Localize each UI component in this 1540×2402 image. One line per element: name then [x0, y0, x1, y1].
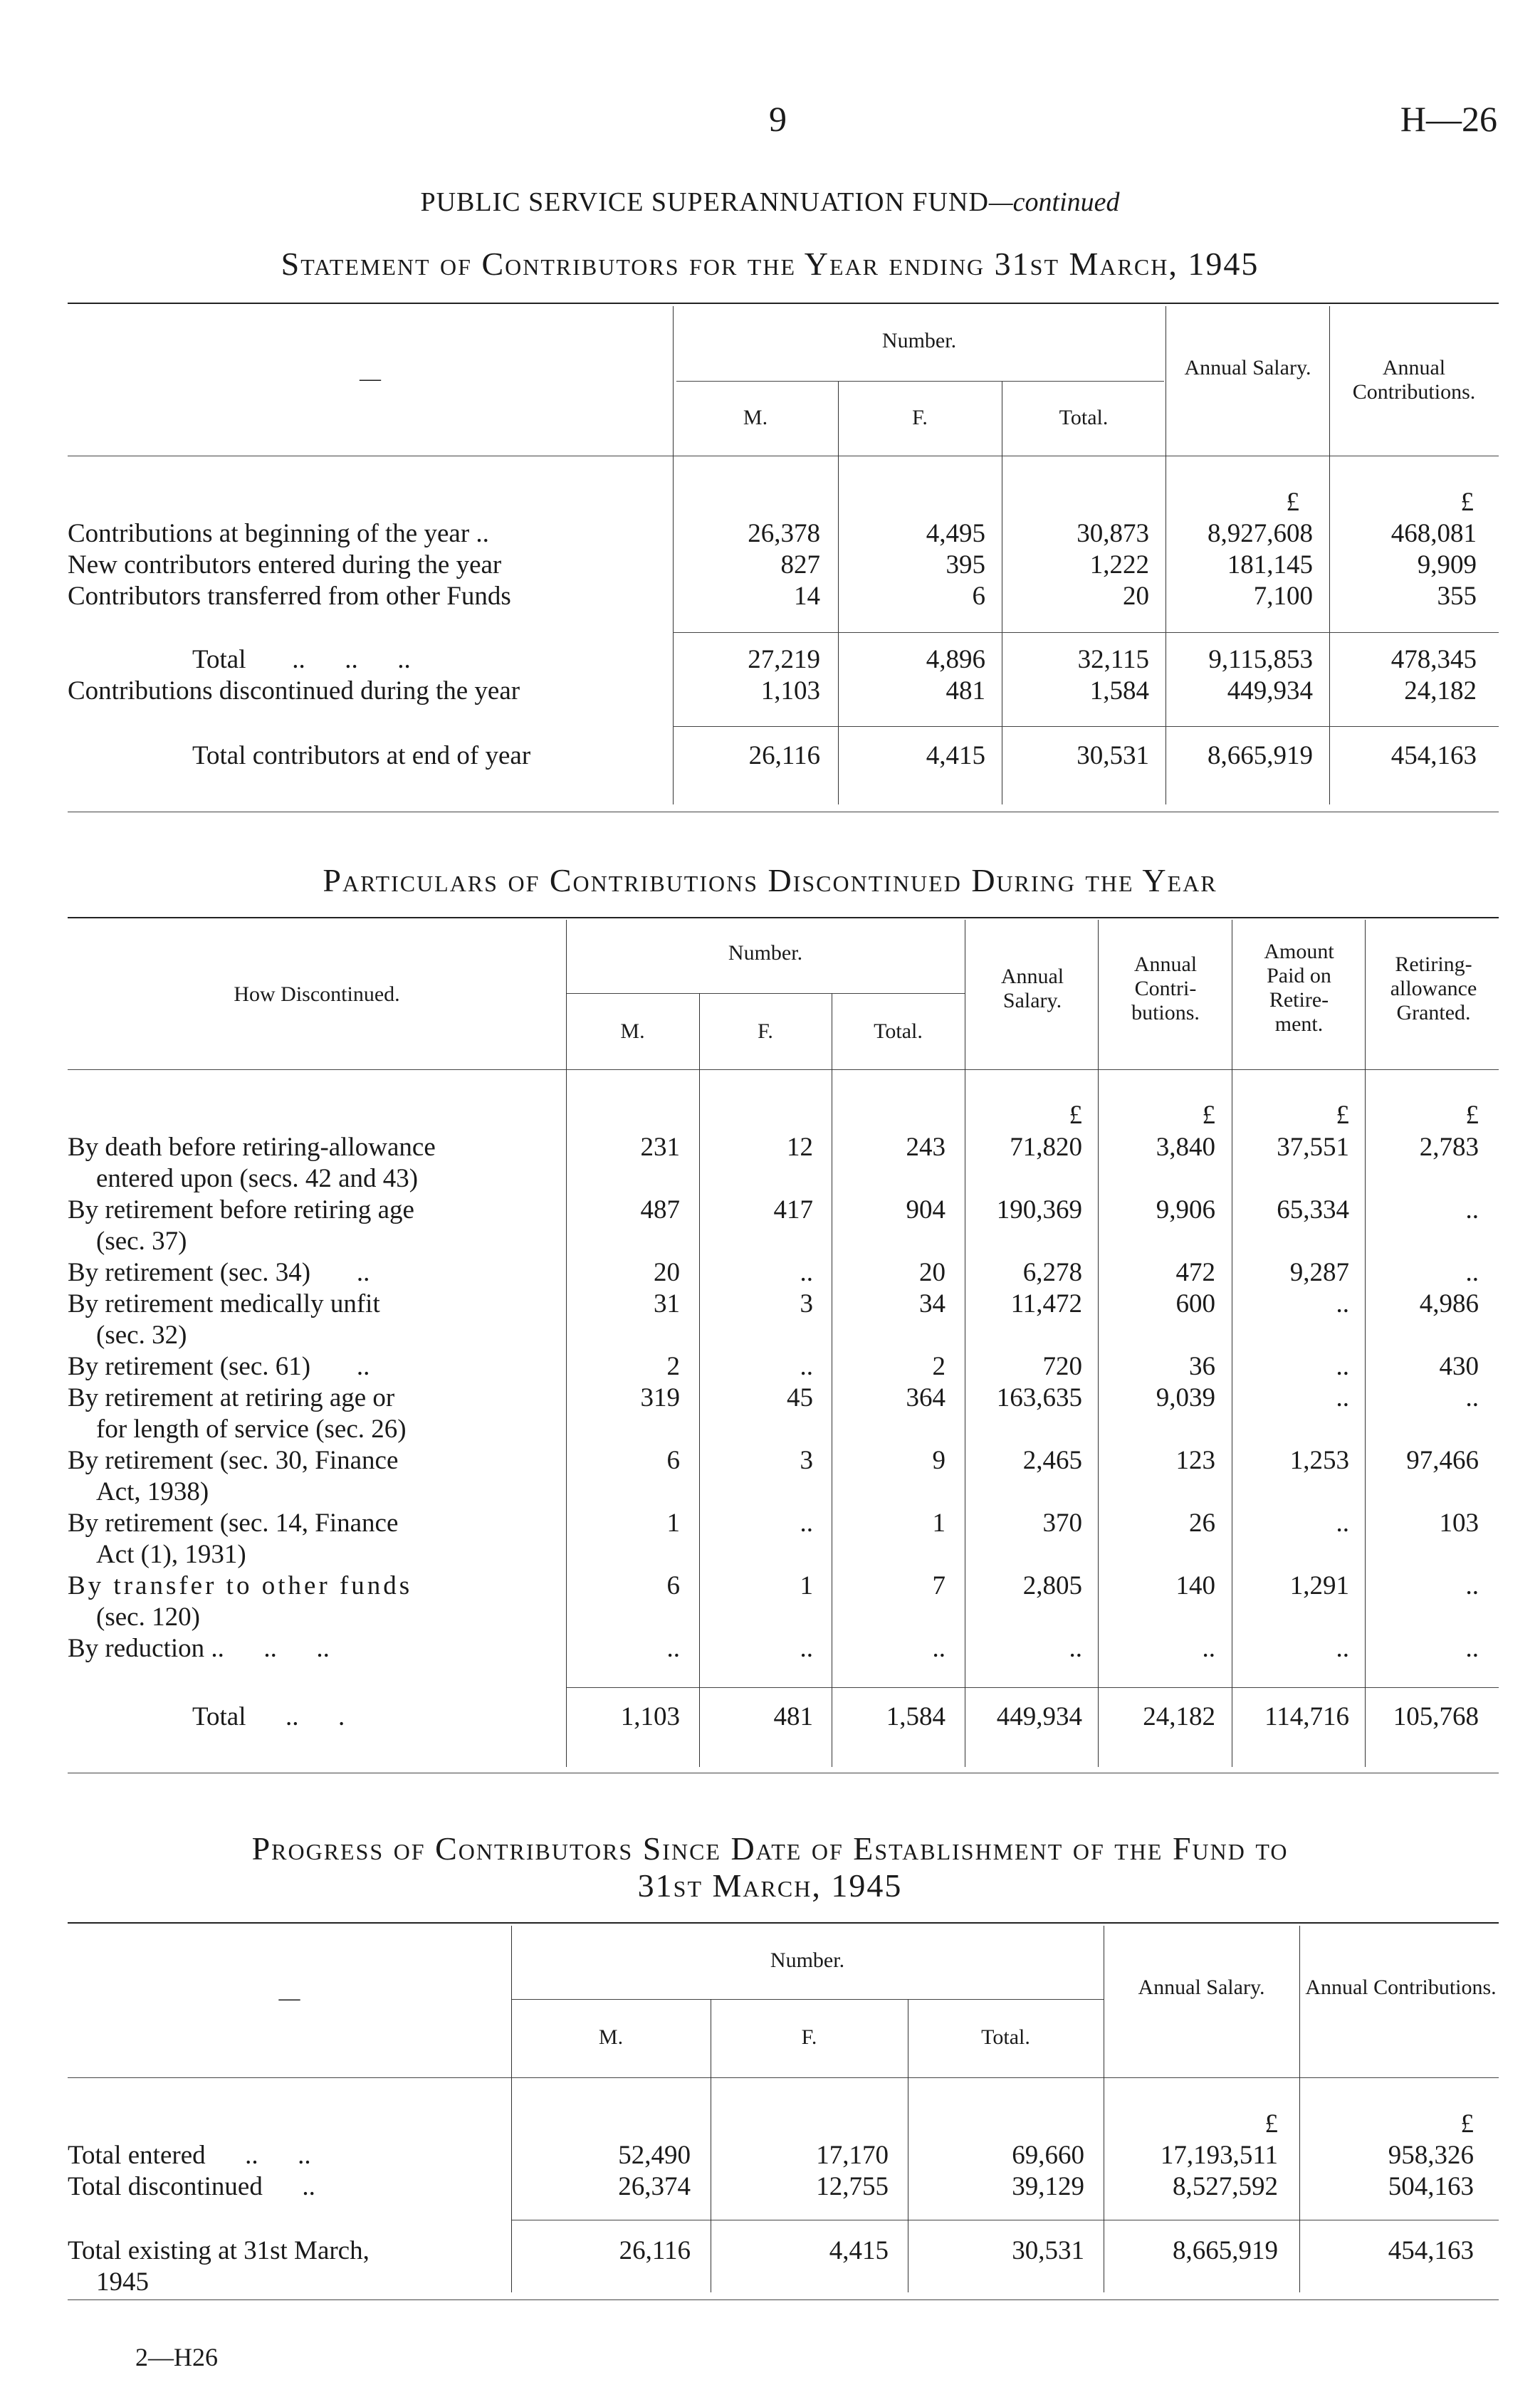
- cell-salary: 190,369: [996, 1195, 1082, 1224]
- particulars-title: Particulars of Contributions Discontinued During the Year: [323, 862, 1217, 898]
- row-label: Total discontinued ..: [68, 2172, 315, 2201]
- cell-salary: 8,927,608: [1208, 519, 1313, 548]
- cell-salary: ..: [1069, 1634, 1082, 1663]
- cell-salary: 7,100: [1253, 582, 1313, 611]
- cell-f: 395: [946, 550, 985, 579]
- unit-salary: £: [1069, 1101, 1082, 1130]
- cell-contrib: 140: [1175, 1571, 1215, 1600]
- row-label: New contributors entered during the year: [68, 550, 502, 579]
- header-m: M.: [743, 406, 768, 429]
- progress-title-line1: Progress of Contributors Since Date of Establishment of the Fund to: [251, 1830, 1289, 1867]
- cell-f: ..: [800, 1634, 813, 1663]
- cell-retiring: ..: [1465, 1634, 1479, 1663]
- cell-paid: ..: [1336, 1509, 1349, 1538]
- header-salary: Annual Salary.: [1000, 965, 1064, 1012]
- cell-f: 3: [800, 1446, 813, 1475]
- unit-contributions: £: [1460, 2109, 1474, 2139]
- cell-retiring: ..: [1465, 1383, 1479, 1412]
- cell-f: 6: [972, 582, 985, 611]
- cell-f: 481: [773, 1702, 813, 1731]
- cell-m: 52,490: [618, 2141, 691, 2170]
- cell-salary: 9,115,853: [1208, 645, 1313, 674]
- row-label-cont: entered upon (secs. 42 and 43): [96, 1164, 419, 1193]
- row-label: By retirement medically unfit: [68, 1289, 380, 1318]
- unit-salary: £: [1286, 488, 1299, 517]
- page-number: 9: [769, 99, 787, 139]
- cell-paid: 9,287: [1289, 1258, 1349, 1287]
- unit-contributions: £: [1460, 488, 1474, 517]
- row-label: Total existing at 31st March,: [68, 2236, 370, 2265]
- progress-title-line2: 31st March, 1945: [637, 1867, 903, 1904]
- cell-m: 231: [640, 1133, 680, 1162]
- header-retiring: Retiring- allowance Granted.: [1390, 953, 1477, 1024]
- row-label: By retirement before retiring age: [68, 1195, 414, 1224]
- cell-contrib: 26: [1189, 1509, 1215, 1538]
- header-salary: Annual Salary.: [1138, 1976, 1265, 1999]
- row-label-total: Total .. .: [192, 1702, 345, 1731]
- row-label-cont: for length of service (sec. 26): [96, 1415, 407, 1444]
- header-f: F.: [912, 406, 928, 429]
- cell-f: ..: [800, 1509, 813, 1538]
- cell-total: 904: [906, 1195, 946, 1224]
- unit-retiring: £: [1465, 1101, 1479, 1130]
- cell-total: 364: [906, 1383, 946, 1412]
- header-how: How Discontinued.: [234, 982, 400, 1006]
- footer-code: 2—H26: [135, 2343, 218, 2371]
- cell-contrib: 3,840: [1156, 1133, 1215, 1162]
- cell-contrib: ..: [1202, 1634, 1215, 1663]
- cell-paid: ..: [1336, 1352, 1349, 1381]
- header-contributions: Annual Contributions.: [1305, 1976, 1497, 1999]
- header-dash: —: [278, 1986, 300, 2010]
- header-paid: Amount Paid on Retire- ment.: [1264, 940, 1334, 1036]
- header-number: Number.: [770, 1949, 845, 1972]
- row-label: By reduction .. .. ..: [68, 1634, 330, 1663]
- cell-salary: 71,820: [1010, 1133, 1082, 1162]
- cell-f: 4,415: [829, 2236, 889, 2265]
- cell-contrib: 355: [1437, 582, 1477, 611]
- cell-contrib: 36: [1189, 1352, 1215, 1381]
- row-label: By retirement (sec. 30, Finance: [68, 1446, 399, 1475]
- row-label: By transfer to other funds: [68, 1571, 413, 1600]
- cell-retiring: 4,986: [1419, 1289, 1479, 1318]
- row-label: Contributors transferred from other Funds: [68, 582, 511, 611]
- cell-m: 1: [666, 1509, 680, 1538]
- cell-m: 487: [640, 1195, 680, 1224]
- cell-m: 14: [794, 582, 820, 611]
- cell-f: 4,495: [926, 519, 985, 548]
- cell-total: 30,531: [1077, 741, 1149, 770]
- cell-salary: 8,527,592: [1173, 2172, 1278, 2201]
- cell-contrib: 123: [1175, 1446, 1215, 1475]
- cell-salary: 449,934: [996, 1702, 1082, 1731]
- cell-contrib: 24,182: [1143, 1702, 1215, 1731]
- cell-total: 9: [932, 1446, 946, 1475]
- cell-paid: ..: [1336, 1289, 1349, 1318]
- cell-retiring: 105,768: [1393, 1702, 1479, 1731]
- cell-f: ..: [800, 1258, 813, 1287]
- cell-f: 45: [787, 1383, 813, 1412]
- cell-salary: 2,465: [1022, 1446, 1082, 1475]
- cell-salary: 17,193,511: [1160, 2141, 1278, 2170]
- cell-total: 69,660: [1012, 2141, 1084, 2170]
- cell-retiring: ..: [1465, 1258, 1479, 1287]
- page-reference: H—26: [1400, 99, 1497, 139]
- header-number: Number.: [881, 329, 957, 352]
- cell-m: 26,378: [748, 519, 820, 548]
- cell-f: 17,170: [816, 2141, 889, 2170]
- header-contributions: Annual Contributions.: [1352, 356, 1476, 404]
- cell-m: 1,103: [760, 676, 820, 706]
- row-label-cont: (sec. 32): [96, 1321, 187, 1350]
- cell-salary: 181,145: [1227, 550, 1313, 579]
- cell-salary: 8,665,919: [1208, 741, 1313, 770]
- row-label-cont: Act (1), 1931): [96, 1540, 246, 1569]
- row-label: Total .. .. ..: [192, 645, 411, 674]
- cell-contrib: 600: [1175, 1289, 1215, 1318]
- cell-m: 6: [666, 1571, 680, 1600]
- cell-f: 3: [800, 1289, 813, 1318]
- unit-contrib: £: [1202, 1101, 1215, 1130]
- row-label: By retirement (sec. 61) ..: [68, 1352, 370, 1381]
- header-number: Number.: [728, 941, 803, 965]
- cell-total: 32,115: [1077, 645, 1149, 674]
- row-label: By retirement (sec. 14, Finance: [68, 1509, 399, 1538]
- cell-paid: 1,253: [1289, 1446, 1349, 1475]
- cell-f: ..: [800, 1352, 813, 1381]
- unit-salary: £: [1264, 2109, 1278, 2139]
- cell-f: 481: [946, 676, 985, 706]
- row-label-cont: (sec. 37): [96, 1227, 187, 1256]
- cell-f: 12,755: [816, 2172, 889, 2201]
- cell-paid: 1,291: [1289, 1571, 1349, 1600]
- cell-total: 1,584: [1089, 676, 1149, 706]
- cell-retiring: 97,466: [1406, 1446, 1479, 1475]
- cell-salary: 370: [1042, 1509, 1082, 1538]
- cell-paid: ..: [1336, 1634, 1349, 1663]
- cell-retiring: ..: [1465, 1571, 1479, 1600]
- header-m: M.: [620, 1019, 645, 1043]
- cell-retiring: 103: [1439, 1509, 1479, 1538]
- cell-total: 30,531: [1012, 2236, 1084, 2265]
- cell-m: 20: [654, 1258, 680, 1287]
- row-label: Total contributors at end of year: [192, 741, 531, 770]
- row-label: By retirement (sec. 34) ..: [68, 1258, 370, 1287]
- cell-total: 39,129: [1012, 2172, 1084, 2201]
- statement-title: Statement of Contributors for the Year ending 31st March, 1945: [281, 246, 1259, 282]
- row-label-cont: 1945: [96, 2267, 149, 2297]
- cell-contrib: 454,163: [1390, 741, 1477, 770]
- cell-m: 827: [780, 550, 820, 579]
- cell-m: 26,116: [748, 741, 820, 770]
- row-label: Contributions at beginning of the year ..: [68, 519, 489, 548]
- cell-retiring: ..: [1465, 1195, 1479, 1224]
- cell-paid: 114,716: [1264, 1702, 1349, 1731]
- cell-contrib: 9,039: [1156, 1383, 1215, 1412]
- row-label-cont: Act, 1938): [96, 1477, 209, 1506]
- cell-m: 31: [654, 1289, 680, 1318]
- cell-m: 2: [666, 1352, 680, 1381]
- cell-contrib: 504,163: [1388, 2172, 1474, 2201]
- header-m: M.: [598, 2025, 624, 2049]
- cell-m: 27,219: [748, 645, 820, 674]
- cell-total: 1: [932, 1509, 946, 1538]
- row-label: Contributions discontinued during the year: [68, 676, 520, 706]
- cell-paid: ..: [1336, 1383, 1349, 1412]
- cell-total: 243: [906, 1133, 946, 1162]
- cell-m: 1,103: [620, 1702, 680, 1731]
- cell-contrib: 478,345: [1390, 645, 1477, 674]
- cell-salary: 11,472: [1010, 1289, 1082, 1318]
- cell-contrib: 24,182: [1404, 676, 1477, 706]
- cell-total: 7: [932, 1571, 946, 1600]
- cell-f: 12: [787, 1133, 813, 1162]
- cell-salary: 163,635: [996, 1383, 1082, 1412]
- cell-total: 1,222: [1089, 550, 1149, 579]
- cell-m: 26,116: [619, 2236, 691, 2265]
- header-f: F.: [801, 2025, 817, 2049]
- cell-total: 1,584: [886, 1702, 946, 1731]
- header-total: Total.: [874, 1019, 923, 1043]
- row-label: By retirement at retiring age or: [68, 1383, 395, 1412]
- cell-total: 30,873: [1077, 519, 1149, 548]
- cell-paid: 65,334: [1277, 1195, 1349, 1224]
- cell-contrib: 958,326: [1388, 2141, 1474, 2170]
- header-salary: Annual Salary.: [1184, 356, 1311, 379]
- cell-m: 319: [640, 1383, 680, 1412]
- row-label-cont: (sec. 120): [96, 1603, 200, 1632]
- cell-f: 417: [773, 1195, 813, 1224]
- header-dash: —: [360, 367, 381, 390]
- unit-paid: £: [1336, 1101, 1349, 1130]
- cell-contrib: 9,906: [1156, 1195, 1215, 1224]
- cell-total: 2: [932, 1352, 946, 1381]
- cell-total: ..: [932, 1634, 946, 1663]
- cell-m: 26,374: [618, 2172, 691, 2201]
- cell-total: 20: [1123, 582, 1149, 611]
- cell-contrib: 472: [1175, 1258, 1215, 1287]
- header-total: Total.: [981, 2025, 1030, 2049]
- fund-title: PUBLIC SERVICE SUPERANNUATION FUND—continued: [420, 187, 1120, 217]
- cell-contrib: 9,909: [1417, 550, 1477, 579]
- cell-contrib: 468,081: [1390, 519, 1477, 548]
- header-total: Total.: [1059, 406, 1109, 429]
- cell-total: 34: [919, 1289, 946, 1318]
- cell-salary: 6,278: [1022, 1258, 1082, 1287]
- cell-retiring: 430: [1439, 1352, 1479, 1381]
- cell-salary: 720: [1042, 1352, 1082, 1381]
- header-contrib: Annual Contri- butions.: [1131, 953, 1200, 1024]
- cell-m: 6: [666, 1446, 680, 1475]
- cell-salary: 2,805: [1022, 1571, 1082, 1600]
- cell-contrib: 454,163: [1388, 2236, 1474, 2265]
- cell-salary: 449,934: [1227, 676, 1313, 706]
- cell-f: 4,896: [926, 645, 985, 674]
- cell-f: 4,415: [926, 741, 985, 770]
- cell-paid: 37,551: [1277, 1133, 1349, 1162]
- cell-total: 20: [919, 1258, 946, 1287]
- cell-m: ..: [666, 1634, 680, 1663]
- cell-f: 1: [800, 1571, 813, 1600]
- header-f: F.: [758, 1019, 773, 1043]
- cell-salary: 8,665,919: [1173, 2236, 1278, 2265]
- row-label: Total entered .. ..: [68, 2141, 311, 2170]
- cell-retiring: 2,783: [1419, 1133, 1479, 1162]
- row-label: By death before retiring-allowance: [68, 1133, 436, 1162]
